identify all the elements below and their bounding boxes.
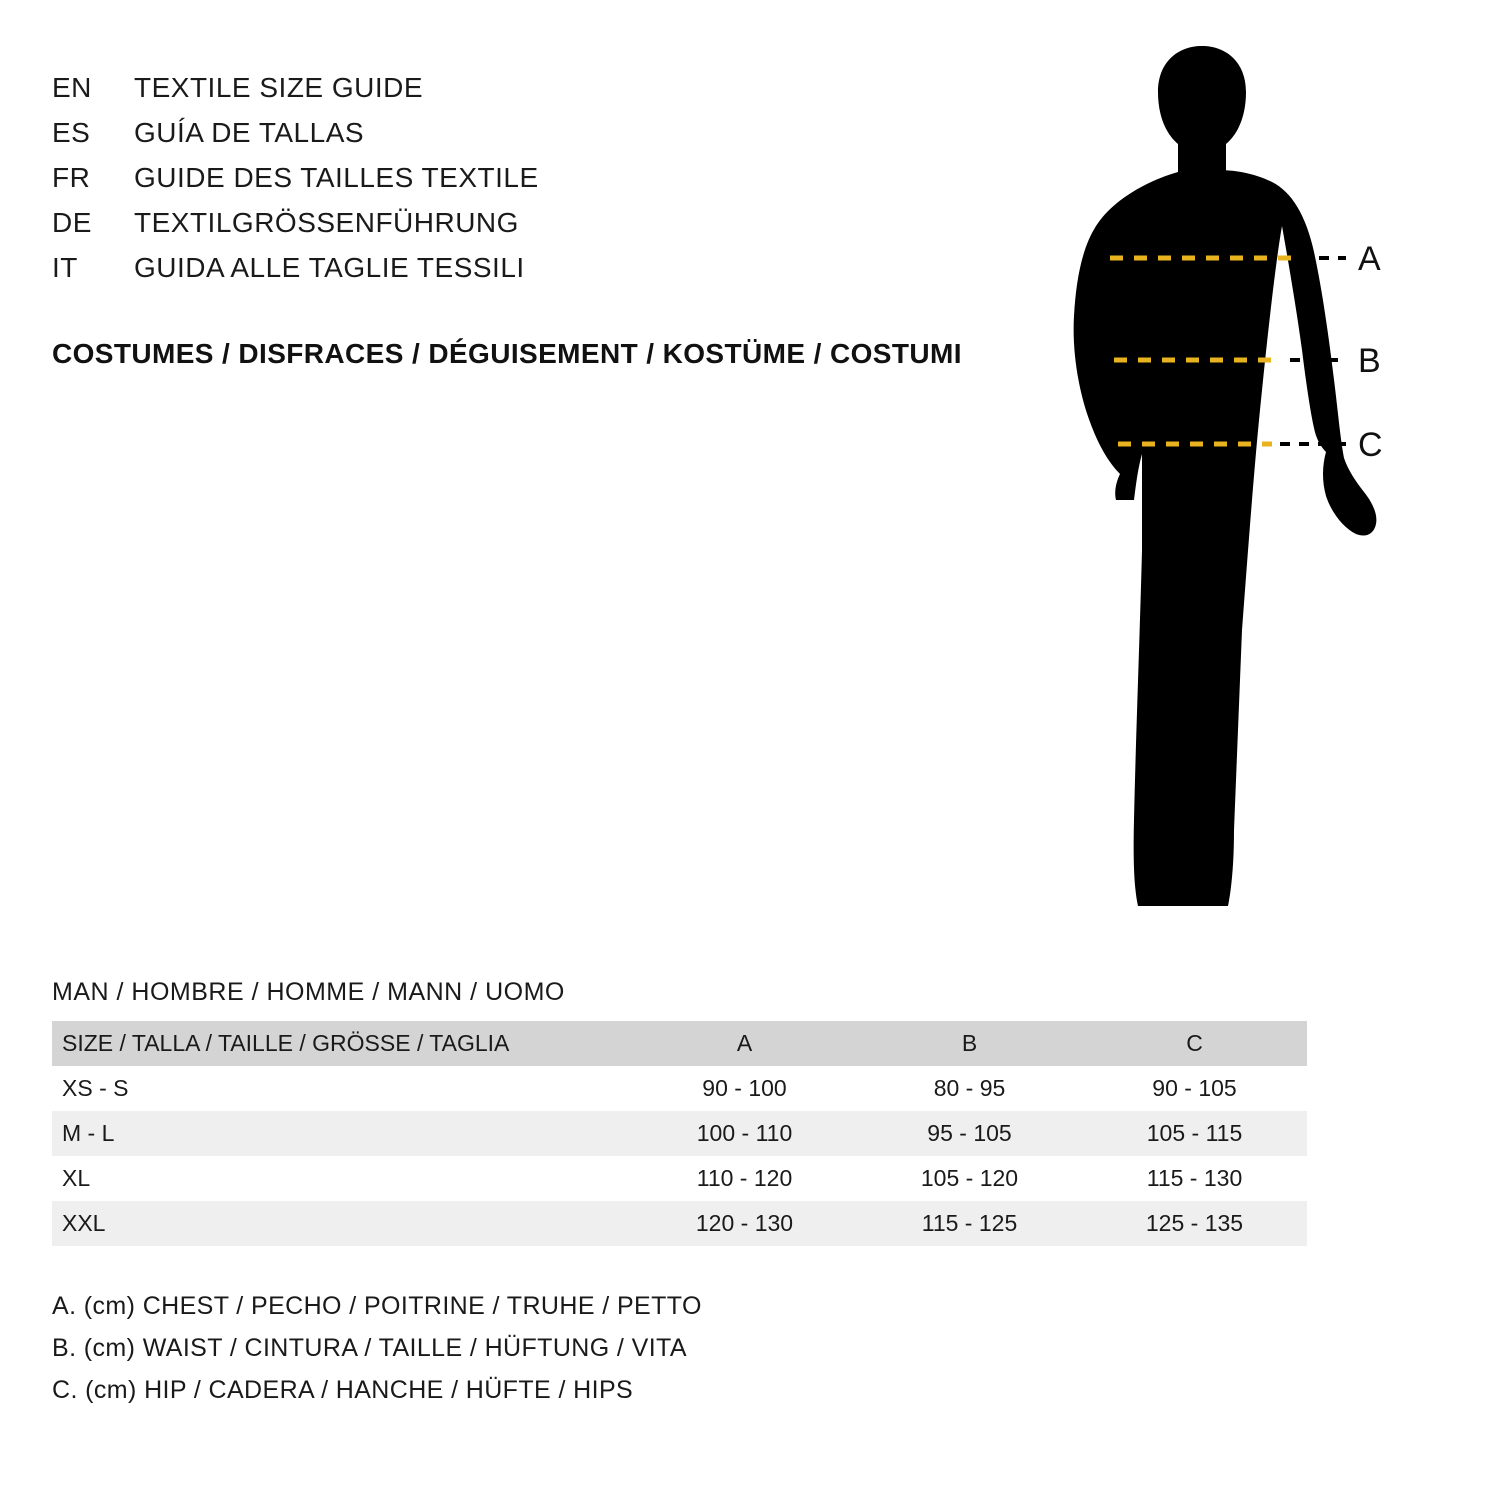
legend-row-b: B. (cm) WAIST / CINTURA / TAILLE / HÜFTUNG / VITA <box>52 1334 687 1362</box>
table-header-row <box>52 1021 1307 1066</box>
language-code: DE <box>52 207 92 238</box>
cell-a: 100 - 110 <box>696 1120 793 1146</box>
language-code: EN <box>52 72 92 103</box>
cell-a: 90 - 100 <box>702 1075 787 1101</box>
language-title: GUIDA ALLE TAGLIE TESSILI <box>134 252 525 283</box>
marker-label-a: A <box>1358 240 1381 278</box>
language-row <box>52 162 1012 207</box>
cell-a: 110 - 120 <box>696 1165 793 1191</box>
cell-size: XL <box>62 1165 91 1191</box>
language-title: TEXTILGRÖSSENFÜHRUNG <box>134 207 519 238</box>
category-line: COSTUMES / DISFRACES / DÉGUISEMENT / KOSTÜME / COSTUMI <box>52 338 962 369</box>
cell-size: M - L <box>62 1120 115 1146</box>
cell-b: 105 - 120 <box>920 1165 1019 1191</box>
language-code: FR <box>52 162 91 193</box>
language-title: GUIDE DES TAILLES TEXTILE <box>134 162 539 193</box>
language-code: IT <box>52 252 78 283</box>
marker-label-c: C <box>1358 426 1383 464</box>
language-title-list <box>52 72 1012 297</box>
cell-c: 105 - 115 <box>1146 1120 1243 1146</box>
language-title: TEXTILE SIZE GUIDE <box>134 72 424 103</box>
column-header-a: A <box>736 1030 753 1056</box>
language-row <box>52 207 1012 252</box>
cell-b: 115 - 125 <box>921 1210 1018 1236</box>
table-row <box>52 1156 1307 1201</box>
column-header-b: B <box>961 1030 978 1056</box>
cell-size: XXL <box>62 1210 106 1236</box>
table-row <box>52 1201 1307 1246</box>
cell-b: 95 - 105 <box>927 1120 1012 1146</box>
cell-c: 90 - 105 <box>1152 1075 1237 1101</box>
marker-label-b: B <box>1358 342 1381 380</box>
cell-c: 125 - 135 <box>1145 1210 1244 1236</box>
cell-c: 115 - 130 <box>1146 1165 1243 1191</box>
table-caption: MAN / HOMBRE / HOMME / MANN / UOMO <box>52 978 565 1006</box>
silhouette-shape <box>1074 46 1377 906</box>
cell-a: 120 - 130 <box>695 1210 794 1236</box>
legend-row-a: A. (cm) CHEST / PECHO / POITRINE / TRUHE / PETTO <box>52 1292 702 1320</box>
column-header-c: C <box>1186 1030 1203 1056</box>
table-row <box>52 1111 1307 1156</box>
language-row <box>52 72 1012 117</box>
measurement-legend <box>52 1292 1052 1418</box>
language-row <box>52 252 1012 297</box>
table-row <box>52 1066 1307 1111</box>
language-title: GUÍA DE TALLAS <box>134 117 365 148</box>
column-header-size: SIZE / TALLA / TAILLE / GRÖSSE / TAGLIA <box>62 1030 510 1056</box>
language-row <box>52 117 1012 162</box>
size-table-section <box>52 978 1392 1246</box>
size-table <box>52 1021 1307 1246</box>
language-code: ES <box>52 117 91 148</box>
legend-row-c: C. (cm) HIP / CADERA / HANCHE / HÜFTE / HIPS <box>52 1376 634 1404</box>
cell-size: XS - S <box>62 1075 129 1101</box>
body-measurement-figure <box>1010 30 1440 930</box>
cell-b: 80 - 95 <box>933 1075 1006 1101</box>
